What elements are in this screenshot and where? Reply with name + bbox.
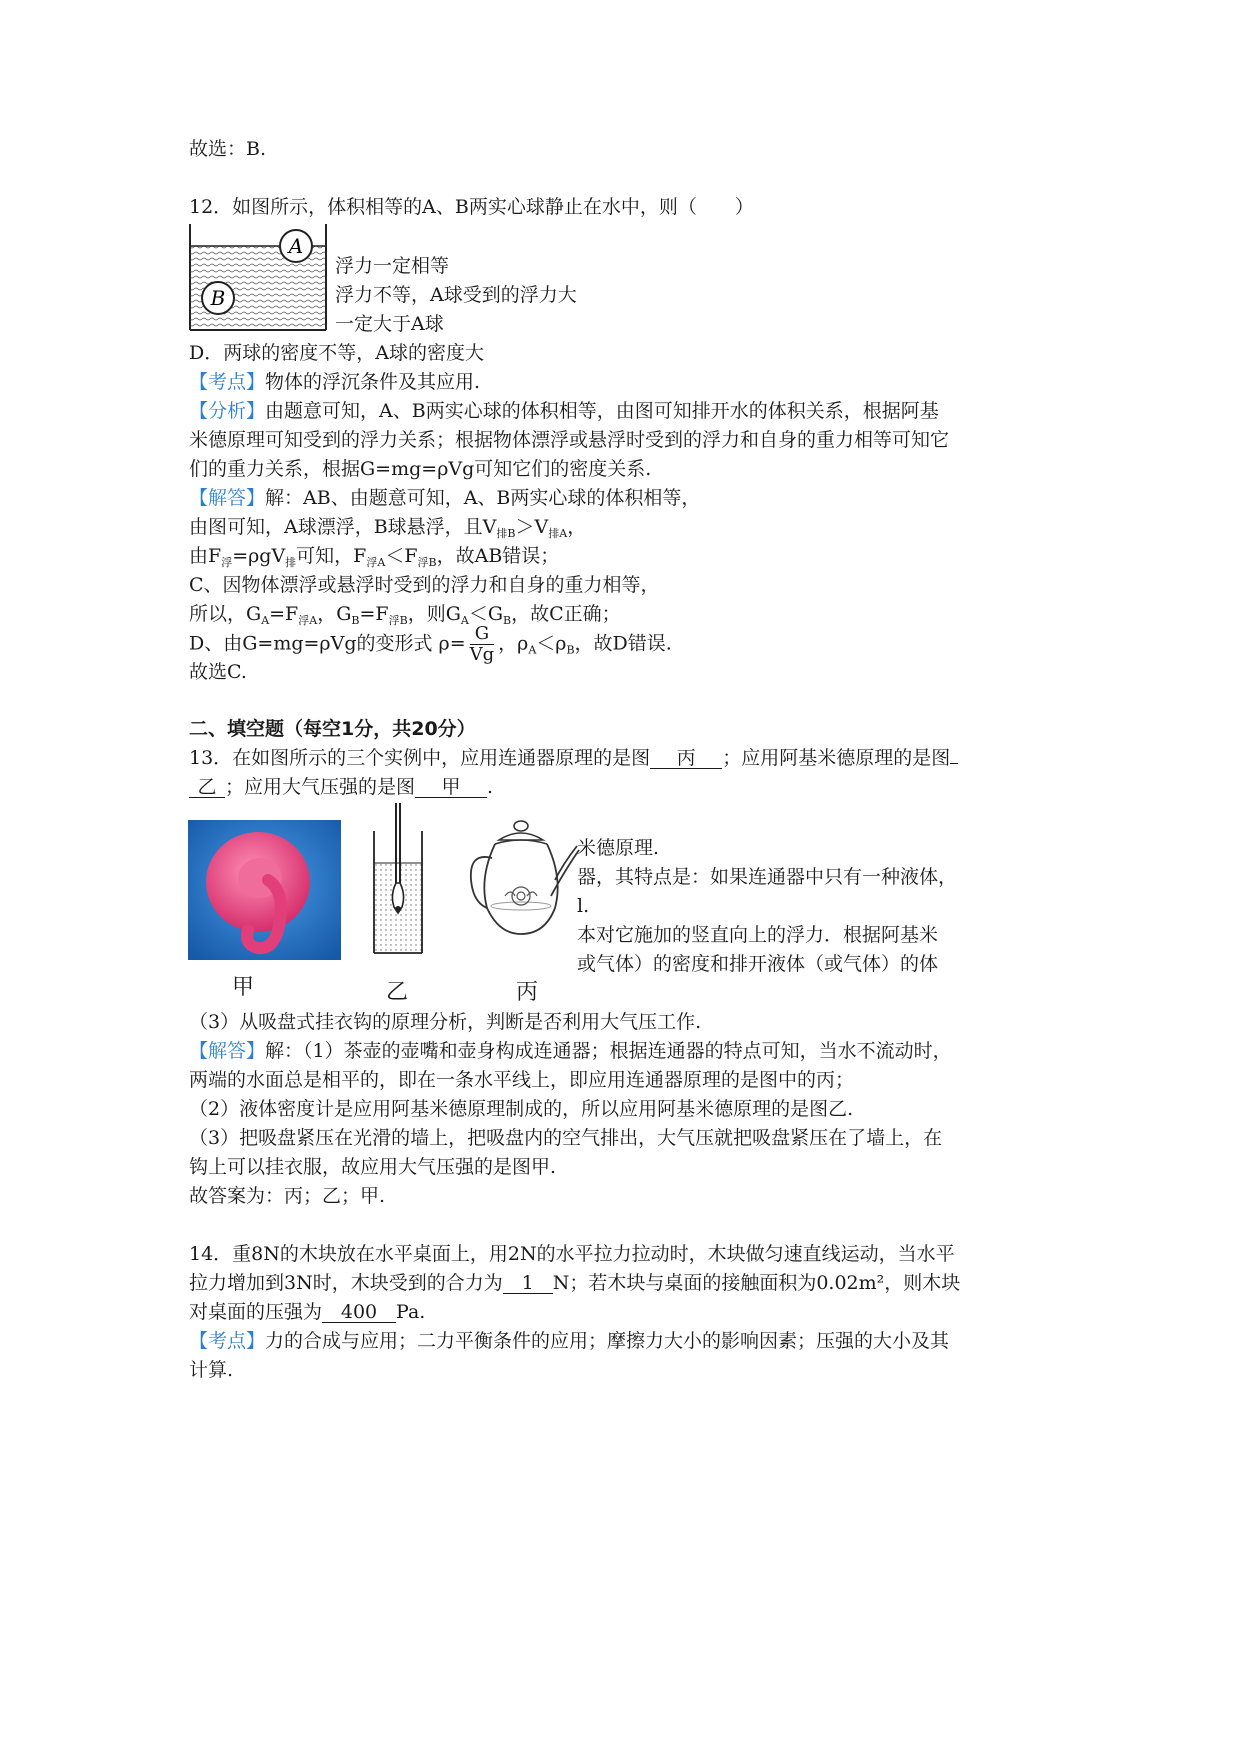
fenxi-partial-4: 本对它施加的竖直向上的浮力．根据阿基米 <box>577 924 939 946</box>
question-14-line-3: 对桌面的压强为 400 Pa. <box>189 1301 426 1323</box>
q13-jieda-1: 【解答】解：（1）茶壶的壶嘴和壶身构成连通器；根据连通器的特点可知，当水不流动时， <box>189 1040 952 1062</box>
kaodian-tag: 【考点】 <box>189 371 266 393</box>
q13-jieda-2: 两端的水面总是相平的，即在一条水平线上，即应用连通器原理的是图中的丙； <box>189 1069 855 1091</box>
jieda-line-6: D、由G=mg=ρVg的变形式 ρ= $\frac{G}{Vg}$ ，$\rho_A<\rho_B$，故D错误. <box>189 623 672 665</box>
jieda-line-1 <box>189 486 700 510</box>
blank-q14-1: 1 <box>503 1273 553 1294</box>
q13-jieda-4: （3）把吸盘紧压在光滑的墙上，把吸盘内的空气排出，大气压就把吸盘紧压在了墙上，在 <box>189 1127 943 1149</box>
fenxi-tag: 【分析】 <box>189 400 266 422</box>
question-14-line-2: 拉力增加到3N时，木块受到的合力为 1 N；若木块与桌面的接触面积为0.02m²，则木块 <box>189 1272 961 1294</box>
q14-kaodian-tag: 【考点】 <box>189 1330 266 1352</box>
option-a-tail: 浮力一定相等 <box>335 255 450 277</box>
q13-jieda-tag: 【解答】 <box>189 1040 266 1062</box>
option-c-tail: 一定大于A球 <box>335 313 444 335</box>
text-line: 故选：B. <box>189 138 267 160</box>
section-2-heading: 二、填空题（每空1分，共20分） <box>189 718 476 740</box>
jieda-line-5: 所以，$G_A=F_{浮A}$，$G_B=F_{浮B}$，则$G_A<G_B$，故C正确； <box>189 603 621 627</box>
blank-q14-2: 400 <box>322 1302 396 1323</box>
label-yi: 乙 <box>386 980 409 1005</box>
fenxi-line-3: 们的重力关系，根据G=mg=ρVg可知它们的密度关系. <box>189 458 652 480</box>
fenxi-partial-5: 或气体）的密度和排开液体（或气体）的体 <box>577 953 939 975</box>
svg-text:A: A <box>288 234 304 258</box>
q14-kaodian-2: 计算. <box>189 1359 234 1381</box>
fenxi-line-1 <box>189 399 939 423</box>
jieda-tag: 【解答】 <box>189 487 266 509</box>
density-fraction: $\frac{G}{Vg}$ <box>469 623 495 665</box>
q13-analysis-3: （3）从吸盘式挂衣钩的原理分析，判断是否利用大气压工作. <box>189 1011 702 1033</box>
balls-in-water-figure <box>186 220 334 332</box>
suction-hook-photo <box>188 820 341 960</box>
jieda-line-7: 故选C. <box>189 661 247 683</box>
option-b-tail: 浮力不等，A球受到的浮力大 <box>335 284 577 306</box>
kaodian-line <box>189 370 480 394</box>
fenxi-partial-2: 器，其特点是：如果连通器中只有一种液体， <box>577 866 958 888</box>
fenxi-text: 由题意可知，A、B两实心球的体积相等，由图可知排开水的体积关系，根据阿基 <box>265 400 939 422</box>
question-12: 12．如图所示，体积相等的A、B两实心球静止在水中，则（ ） <box>189 196 754 218</box>
blank-2: 乙 <box>189 777 225 798</box>
option-d: D．两球的密度不等，A球的密度大 <box>189 342 484 364</box>
blank-3: 甲 <box>415 777 487 798</box>
fenxi-partial-3: l. <box>577 895 590 917</box>
jieda-line-4: C、因物体漂浮或悬浮时受到的浮力和自身的重力相等， <box>189 574 660 596</box>
q14-kaodian-1: 【考点】力的合成与应用；二力平衡条件的应用；摩擦力大小的影响因素；压强的大小及其 <box>189 1330 950 1352</box>
jieda-line-3: 由$F_浮=\rho gV_排$可知，$F_{浮A}<F_{浮B}$，故AB错误； <box>189 545 560 569</box>
label-jia: 甲 <box>232 975 255 1000</box>
q13-jieda-5: 钩上可以挂衣服，故应用大气压强的是图甲. <box>189 1156 557 1178</box>
jieda-line-2: 由图可知，A球漂浮，B球悬浮，且$V_{排B}>V_{排A}$， <box>189 516 587 540</box>
question-13-line-1: 13．在如图所示的三个实例中，应用连通器原理的是图 丙 ；应用阿基米德原理的是图 <box>189 746 958 770</box>
jieda-text: 解：AB、由题意可知，A、B两实心球的体积相等， <box>265 487 701 509</box>
q13-jieda-3: （2）液体密度计是应用阿基米德原理制成的，所以应用阿基米德原理的是图乙. <box>189 1098 854 1120</box>
kaodian-text: 物体的浮沉条件及其应用. <box>265 371 481 393</box>
fenxi-line-2: 米德原理可知受到的浮力关系；根据物体漂浮或悬浮时受到的浮力和自身的重力相等可知它 <box>189 429 950 451</box>
q13-jieda-6: 故答案为：丙；乙；甲. <box>189 1185 386 1207</box>
question-13-line-2: 乙 ；应用大气压强的是图 甲 . <box>189 775 493 799</box>
label-bing: 丙 <box>516 980 539 1005</box>
teapot-figure <box>465 818 580 938</box>
hydrometer-figure <box>364 803 434 958</box>
question-14-line-1: 14．重8N的木块放在水平桌面上，用2N的水平拉力拉动时，木块做匀速直线运动，当水平 <box>189 1243 955 1265</box>
fenxi-partial-1: 米德原理. <box>577 837 660 859</box>
blank-1: 丙 <box>650 748 722 769</box>
svg-text:B: B <box>210 286 226 310</box>
